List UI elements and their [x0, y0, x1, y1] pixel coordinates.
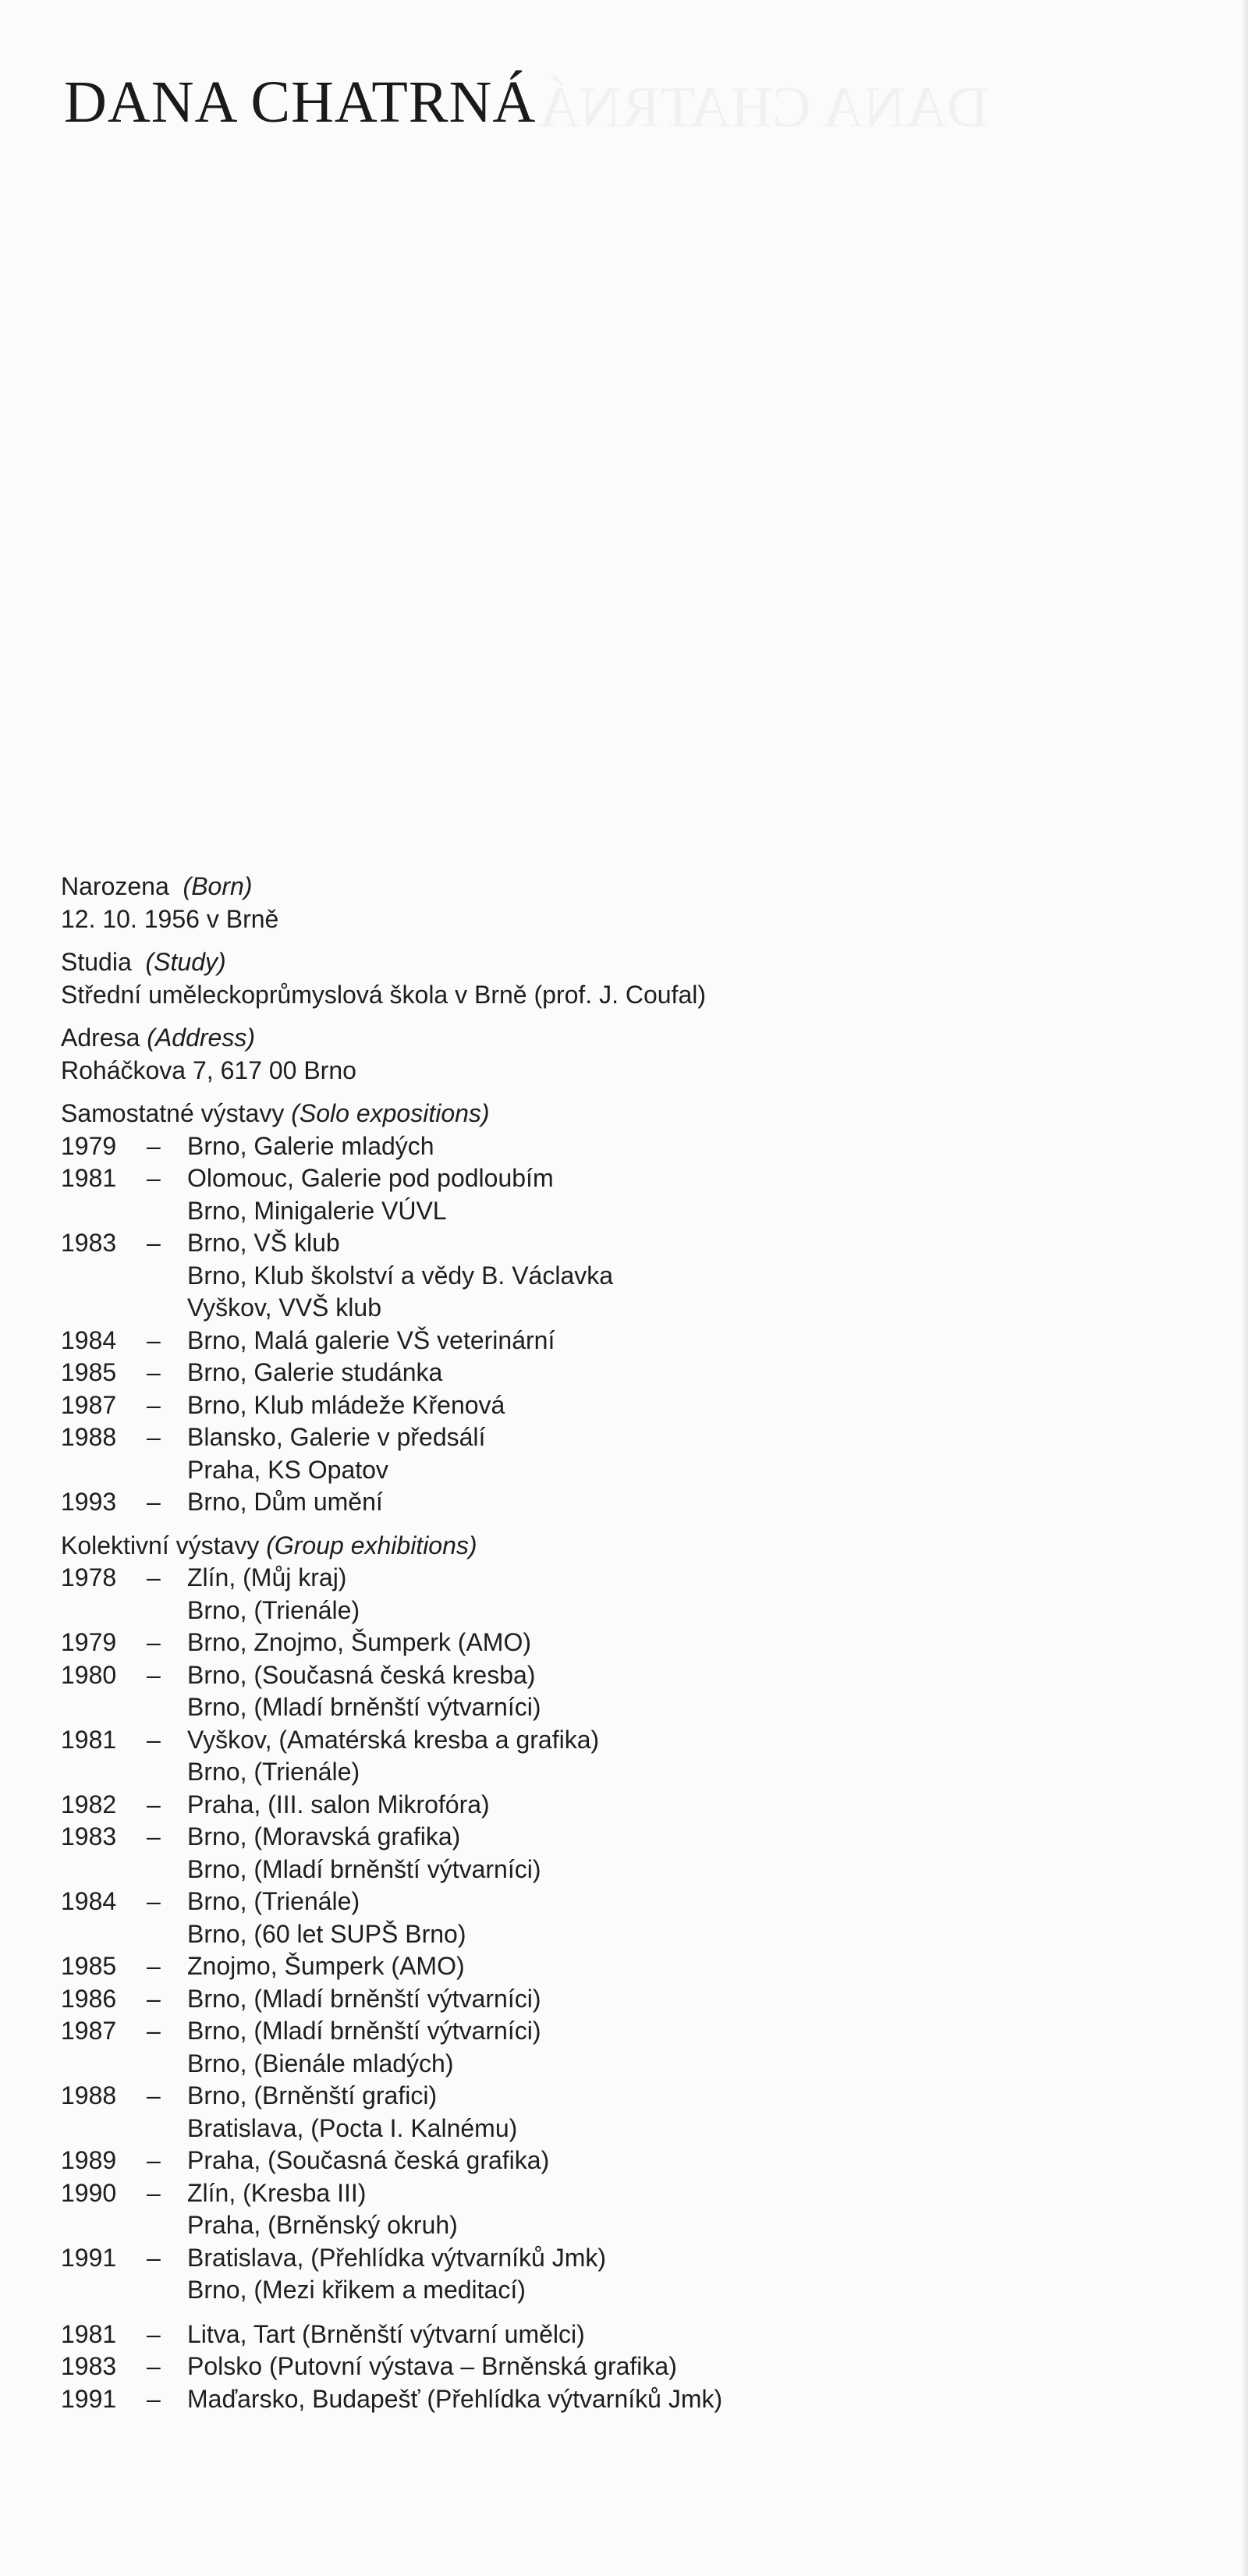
abroad-entry: Maďarsko, Budapešť (Přehlídka výtvarníků Jmk): [187, 2384, 723, 2413]
group-entry: Praha, (Současná česká grafika): [187, 2146, 550, 2174]
group-year: [61, 2209, 147, 2242]
group-year: [61, 1854, 147, 1886]
group-dash: –: [147, 2243, 161, 2272]
abroad-entry: Litva, Tart (Brněnští výtvarní umělci): [187, 2319, 585, 2348]
solo-row: [61, 1292, 997, 1325]
group-dash: [147, 1595, 187, 1627]
group-year: [61, 1756, 147, 1789]
address-heading: [61, 1022, 997, 1055]
group-entry: Bratislava, (Přehlídka výtvarníků Jmk): [187, 2243, 607, 2272]
show-through-title: [538, 75, 989, 141]
abroad-row: [61, 2383, 997, 2416]
solo-row: [61, 1227, 997, 1260]
group-entry: Brno, (Trienále): [187, 1758, 360, 1786]
solo-year: [61, 1195, 147, 1228]
group-row: [61, 1886, 997, 1918]
group-dash: [147, 1691, 187, 1724]
group-dash: –: [147, 2146, 161, 2174]
solo-row: [61, 1421, 997, 1454]
group-row: [61, 1789, 997, 1822]
group-row: [61, 2209, 997, 2242]
solo-dash: –: [147, 1358, 161, 1386]
group-year: [61, 2048, 147, 2081]
born-value: 12. 10. 1956 v Brně: [61, 904, 279, 933]
solo-dash: –: [147, 1164, 161, 1192]
abroad-entry: Polsko (Putovní výstava – Brněnská grafika): [187, 2352, 677, 2380]
group-year: [61, 2274, 147, 2307]
solo-list: [61, 1130, 997, 1519]
solo-entry: Brno, Klub školství a vědy B. Václavka: [187, 1261, 614, 1290]
solo-year: 1987: [61, 1390, 117, 1419]
group-row: [61, 1659, 997, 1692]
solo-row: [61, 1389, 997, 1422]
solo-dash: –: [147, 1229, 161, 1257]
group-entry: Vyškov, (Amatérská kresba a grafika): [187, 1725, 600, 1754]
solo-row: [61, 1486, 997, 1519]
solo-dash: –: [147, 1488, 161, 1516]
solo-dash: –: [147, 1423, 161, 1451]
solo-row: [61, 1357, 997, 1389]
group-entry: Brno, (Trienále): [187, 1595, 360, 1624]
abroad-dash: –: [147, 2352, 161, 2380]
group-entry: Brno, (Mladí brněnští výtvarníci): [187, 1854, 541, 1883]
abroad-list: [61, 2319, 997, 2416]
solo-year: 1985: [61, 1358, 117, 1386]
solo-label-en: (Solo expositions): [291, 1099, 490, 1127]
group-entry: Brno, (Mladí brněnští výtvarníci): [187, 1693, 541, 1721]
group-dash: [147, 1854, 187, 1886]
group-dash: [147, 1756, 187, 1789]
study-value: Střední uměleckoprůmyslová škola v Brně (prof. J. Coufal): [61, 980, 706, 1009]
study-heading: [61, 946, 997, 979]
group-label-en: (Group exhibitions): [266, 1531, 477, 1559]
group-entry: Brno, (Moravská grafika): [187, 1822, 461, 1850]
group-row: [61, 1691, 997, 1724]
study-label-en: (Study): [145, 948, 226, 976]
group-dash: –: [147, 1660, 161, 1689]
solo-entry: Brno, Klub mládeže Křenová: [187, 1390, 505, 1419]
group-row: [61, 1918, 997, 1951]
group-row: [61, 2048, 997, 2081]
study-label: Studia: [61, 948, 132, 976]
solo-year: 1988: [61, 1423, 117, 1451]
group-dash: –: [147, 1563, 161, 1591]
group-row: [61, 1983, 997, 2016]
group-entry: Brno, (Bienále mladých): [187, 2049, 454, 2077]
group-dash: –: [147, 1887, 161, 1915]
section-gap: [61, 1011, 997, 1022]
group-entry: Znojmo, Šumperk (AMO): [187, 1952, 465, 1980]
group-year: 1991: [61, 2243, 117, 2272]
solo-row: [61, 1454, 997, 1487]
group-year: 1987: [61, 2017, 117, 2045]
solo-dash: –: [147, 1390, 161, 1419]
abroad-year: 1983: [61, 2352, 117, 2380]
solo-dash: [147, 1454, 187, 1487]
group-dash: [147, 2274, 187, 2307]
section-gap: [61, 2307, 997, 2319]
solo-dash: –: [147, 1325, 161, 1354]
solo-entry: Brno, Minigalerie VÚVL: [187, 1196, 447, 1225]
born-label-en: (Born): [183, 872, 253, 900]
group-row: [61, 1756, 997, 1789]
group-row: [61, 2113, 997, 2145]
solo-entry: Brno, Malá galerie VŠ veterinární: [187, 1325, 555, 1354]
group-entry: Brno, (60 let SUPŠ Brno): [187, 1919, 466, 1948]
section-gap: [61, 1087, 997, 1098]
group-dash: –: [147, 2017, 161, 2045]
group-dash: [147, 1918, 187, 1951]
group-row: [61, 2145, 997, 2177]
group-year: [61, 1691, 147, 1724]
solo-year: [61, 1260, 147, 1293]
group-row: [61, 1562, 997, 1595]
group-dash: –: [147, 2178, 161, 2207]
group-entry: Praha, (Brněnský okruh): [187, 2211, 458, 2239]
page-edge: [1243, 0, 1248, 2576]
group-row: [61, 1950, 997, 1983]
group-year: [61, 1595, 147, 1627]
solo-entry: Brno, Dům umění: [187, 1488, 383, 1516]
solo-dash: –: [147, 1131, 161, 1160]
group-year: [61, 1918, 147, 1951]
solo-entry: Olomouc, Galerie pod podloubím: [187, 1164, 554, 1192]
group-row: [61, 2242, 997, 2275]
group-dash: –: [147, 2081, 161, 2109]
solo-dash: [147, 1292, 187, 1325]
solo-row: [61, 1325, 997, 1357]
group-year: 1989: [61, 2146, 117, 2174]
solo-dash: [147, 1260, 187, 1293]
group-dash: –: [147, 1790, 161, 1818]
group-year: 1988: [61, 2081, 117, 2109]
group-year: 1985: [61, 1952, 117, 1980]
group-entry: Zlín, (Můj kraj): [187, 1563, 347, 1591]
abroad-year: 1981: [61, 2319, 117, 2348]
group-row: [61, 1854, 997, 1886]
group-row: [61, 1724, 997, 1757]
solo-label: Samostatné výstavy: [61, 1099, 285, 1127]
solo-row: [61, 1162, 997, 1195]
group-entry: Brno, (Mladí brněnští výtvarníci): [187, 2017, 541, 2045]
group-year: 1990: [61, 2178, 117, 2207]
group-entry: Brno, (Mezi křikem a meditací): [187, 2276, 526, 2304]
solo-entry: Brno, Galerie studánka: [187, 1358, 443, 1386]
group-dash: –: [147, 1628, 161, 1656]
group-dash: –: [147, 1984, 161, 2013]
solo-row: [61, 1130, 997, 1163]
group-dash: –: [147, 1822, 161, 1850]
group-entry: Bratislava, (Pocta I. Kalnému): [187, 2113, 518, 2142]
group-entry: Brno, (Současná česká kresba): [187, 1660, 536, 1689]
group-year: 1983: [61, 1822, 117, 1850]
group-row: [61, 2080, 997, 2113]
solo-year: 1993: [61, 1488, 117, 1516]
solo-dash: [147, 1195, 187, 1228]
born-heading: [61, 871, 997, 903]
solo-row: [61, 1260, 997, 1293]
group-year: 1986: [61, 1984, 117, 2013]
solo-year: 1979: [61, 1131, 117, 1160]
group-dash: [147, 2048, 187, 2081]
section-gap: [61, 1519, 997, 1530]
born-label: Narozena: [61, 872, 169, 900]
group-entry: Brno, (Trienále): [187, 1887, 360, 1915]
solo-entry: Praha, KS Opatov: [187, 1455, 388, 1484]
solo-year: [61, 1454, 147, 1487]
group-dash: –: [147, 1952, 161, 1980]
group-year: 1979: [61, 1628, 117, 1656]
group-dash: –: [147, 1725, 161, 1754]
section-gap: [61, 935, 997, 946]
solo-year: 1984: [61, 1325, 117, 1354]
group-entry: Brno, Znojmo, Šumperk (AMO): [187, 1628, 531, 1656]
group-dash: [147, 2209, 187, 2242]
group-row: [61, 2177, 997, 2210]
group-year: 1980: [61, 1660, 117, 1689]
group-row: [61, 1627, 997, 1659]
address-value: Roháčkova 7, 617 00 Brno: [61, 1056, 356, 1084]
abroad-row: [61, 2351, 997, 2383]
page-title: DANA CHATRNÁ: [64, 69, 537, 135]
group-year: 1982: [61, 1790, 117, 1818]
solo-entry: Vyškov, VVŠ klub: [187, 1293, 381, 1322]
abroad-dash: –: [147, 2384, 161, 2413]
group-label: Kolektivní výstavy: [61, 1531, 260, 1559]
group-row: [61, 1595, 997, 1627]
group-row: [61, 2015, 997, 2048]
group-year: [61, 2113, 147, 2145]
solo-entry: Brno, Galerie mladých: [187, 1131, 434, 1160]
solo-entry: Brno, VŠ klub: [187, 1229, 340, 1257]
group-entry: Brno, (Mladí brněnští výtvarníci): [187, 1984, 541, 2013]
solo-year: 1981: [61, 1164, 117, 1192]
solo-row: [61, 1195, 997, 1228]
solo-entry: Blansko, Galerie v předsálí: [187, 1423, 486, 1451]
group-entry: Brno, (Brněnští grafici): [187, 2081, 438, 2109]
group-row: [61, 2274, 997, 2307]
group-entry: Praha, (III. salon Mikrofóra): [187, 1790, 490, 1818]
group-heading: [61, 1530, 997, 1563]
group-year: 1981: [61, 1725, 117, 1754]
address-label-en: (Address): [147, 1024, 255, 1052]
solo-year: 1983: [61, 1229, 117, 1257]
abroad-row: [61, 2319, 997, 2351]
group-year: 1984: [61, 1887, 117, 1915]
solo-year: [61, 1292, 147, 1325]
abroad-dash: –: [147, 2319, 161, 2348]
group-year: 1978: [61, 1563, 117, 1591]
solo-heading: [61, 1098, 997, 1130]
group-dash: [147, 2113, 187, 2145]
abroad-year: 1991: [61, 2384, 117, 2413]
group-list: [61, 1562, 997, 2307]
group-entry: Zlín, (Kresba III): [187, 2178, 367, 2207]
address-label: Adresa: [61, 1024, 140, 1052]
biography: [61, 871, 997, 2415]
group-row: [61, 1821, 997, 1854]
